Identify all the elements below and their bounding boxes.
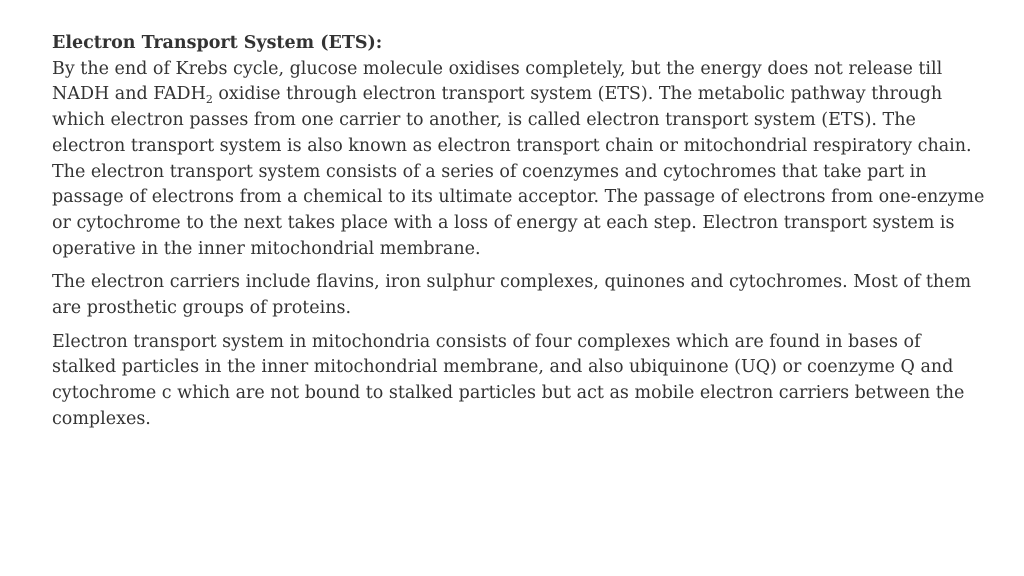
- paragraph-ets-intro-part1: By the end of Krebs cycle, glucose molecule oxidises completely, but the energy does not release till NADH and FADH: [52, 58, 943, 105]
- paragraph-electron-carriers: The electron carriers include flavins, iron sulphur complexes, quinones and cytochromes. Most of them are prosthetic groups of proteins.: [52, 272, 972, 319]
- paragraph-ets-components: The electron transport system consists of a series of coenzymes and cytochromes that take part in passage of electrons from a chemical to its ultimate acceptor. The passage of electrons from one-enzyme or cytochrome to the next takes place with a loss of energy at each step. Electron transport system is operative in the inner mitochondrial membrane.: [52, 161, 985, 259]
- paragraph-ets-intro-part2: oxidise through electron transport system (ETS). The metabolic pathway through which electron passes from one carrier to another, is called electron transport system (ETS). The electron transport system is also known as electron transport chain or mitochondrial respiratory chain.: [52, 84, 972, 156]
- fadh-subscript: 2: [205, 93, 213, 107]
- paragraph-ets-intro: [52, 57, 987, 160]
- slide-title: Electron Transport System (ETS):: [52, 33, 383, 53]
- paragraph-mitochondrial-complexes: Electron transport system in mitochondria consists of four complexes which are found in bases of stalked particles in the inner mitochondrial membrane, and also ubiquinone (UQ) or coenzyme Q and cytochrome c which are not bound to stalked particles but act as mobile electron carriers between the complexes.: [52, 331, 965, 429]
- slide-content: [52, 31, 987, 433]
